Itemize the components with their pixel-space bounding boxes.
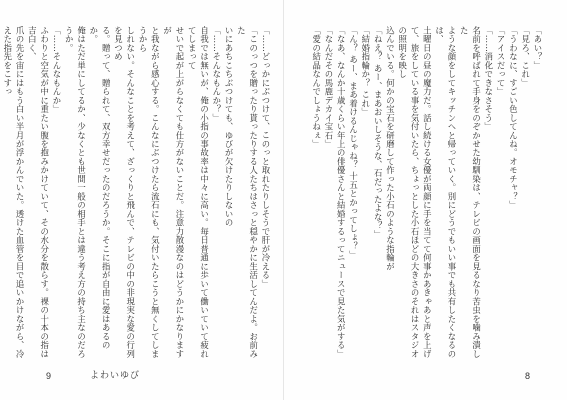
text-line: 名前を呼ばれて手身をのぞかせた幼馴染は、テレビの画面を見るなり苦虫を噛み潰した — [459, 26, 482, 359]
right-page-text — [304, 26, 544, 360]
text-line: 「ん？ あー、まあ着けるんじゃね？ 十五とかってしょ？」 — [348, 26, 359, 260]
text-line: 込んでいる。何かの宝石を研磨して作った小石のような指輪が — [385, 26, 396, 271]
text-line: 「愛の結晶なんでしょうねぇ」 — [311, 26, 322, 149]
text-line: 「……どっかにぶつけて、このっと取れたりしそうで肝が冷える」 — [261, 26, 271, 289]
text-line: 自我では無いが、俺の小指の事故率は中々に高い。毎日普通に歩いて働いていて疲れてしまって — [187, 26, 210, 359]
text-line: 「うわなに、すごい色してんね。オモチャ？」 — [508, 26, 519, 210]
text-line: ような顔をしてキッチンへと帰っていく。別にどうでもいい事でも共有したくなるのは、 — [434, 26, 457, 359]
text-line: 土曜日の昼の魔力だ。話し続ける女優が両顔に手を当てて何事かあきゃあと声を上げ — [422, 26, 433, 359]
text-line: て、旅をしている事を気付いたら、ちょっとした小石ほどの大きさのそれはスタジオの照明を映し — [397, 26, 421, 359]
text-line: 「あい？」 — [533, 26, 543, 70]
text-line: 爪の先を宙にはもう白い半月が浮かんでいた。透けた血管を目で追いかけながら、冷えた指先をこすっ — [2, 26, 26, 359]
text-line: 「見ろ、これ」 — [520, 26, 531, 88]
text-line: と我ながら感心する。こんなにぶつけたら流石にも、気付いたらこうと無くしてしまうから — [138, 26, 161, 359]
right-page — [284, 0, 567, 400]
text-line: しれない。そんなことを考えて、ざっくりと飛んで、テレビの中の非現実な愛の行列を見つめ — [113, 26, 136, 359]
text-line: いにあちこちぶつけても、ゆびが欠けたりしないの — [224, 26, 235, 228]
text-line: せいで起が上がらなくても仕方がないことだ。注意力散漫なのはどうかにかなりますが — [162, 26, 185, 359]
text-line: 俺はただ単にしてるか、少なくとも世間一般の相手とは違う考え方の持ち主なのだろうか。 — [64, 26, 87, 359]
text-line: る。贈って、贈られて、双方幸せだったのだろうか。そこに指が自由に愛はあるのか。 — [88, 26, 112, 350]
text-line: 「結婚指輪か？ これ」 — [360, 26, 371, 117]
text-line: 「このっつを贈ったり貰ったりする人たちはさっと穏やかに生活してんだよ。お前みた — [236, 26, 259, 359]
text-line: 「……そんなもんか？」 — [211, 26, 222, 123]
left-page-text — [2, 26, 272, 360]
running-head: よわいゆび — [90, 370, 141, 380]
text-line: ふわりと空気が中に重たい腹を抱みかけていて、その水分を散らす。裸の十本の指は吉白く、 — [27, 26, 50, 359]
text-line: 「……そんなもんか」 — [51, 26, 62, 114]
left-page — [0, 0, 283, 400]
text-line: 「なんだその馬鹿デカイ宝石」 — [323, 26, 334, 149]
text-line — [0, 26, 1, 360]
text-line: 「アイスだって」 — [496, 26, 507, 96]
text-line: 「ねえ？ あー、まあおいしそうな、石だったよな？」 — [373, 26, 384, 239]
page-number-right: 8 — [525, 371, 531, 381]
text-line: 「なあ、なんか十歳くらい年上の俳優さんと結婚するってニュースで見た気がする」 — [336, 26, 347, 359]
page-number-left: 9 — [46, 371, 52, 381]
text-line: 「……消化できなさそう」 — [483, 26, 494, 131]
